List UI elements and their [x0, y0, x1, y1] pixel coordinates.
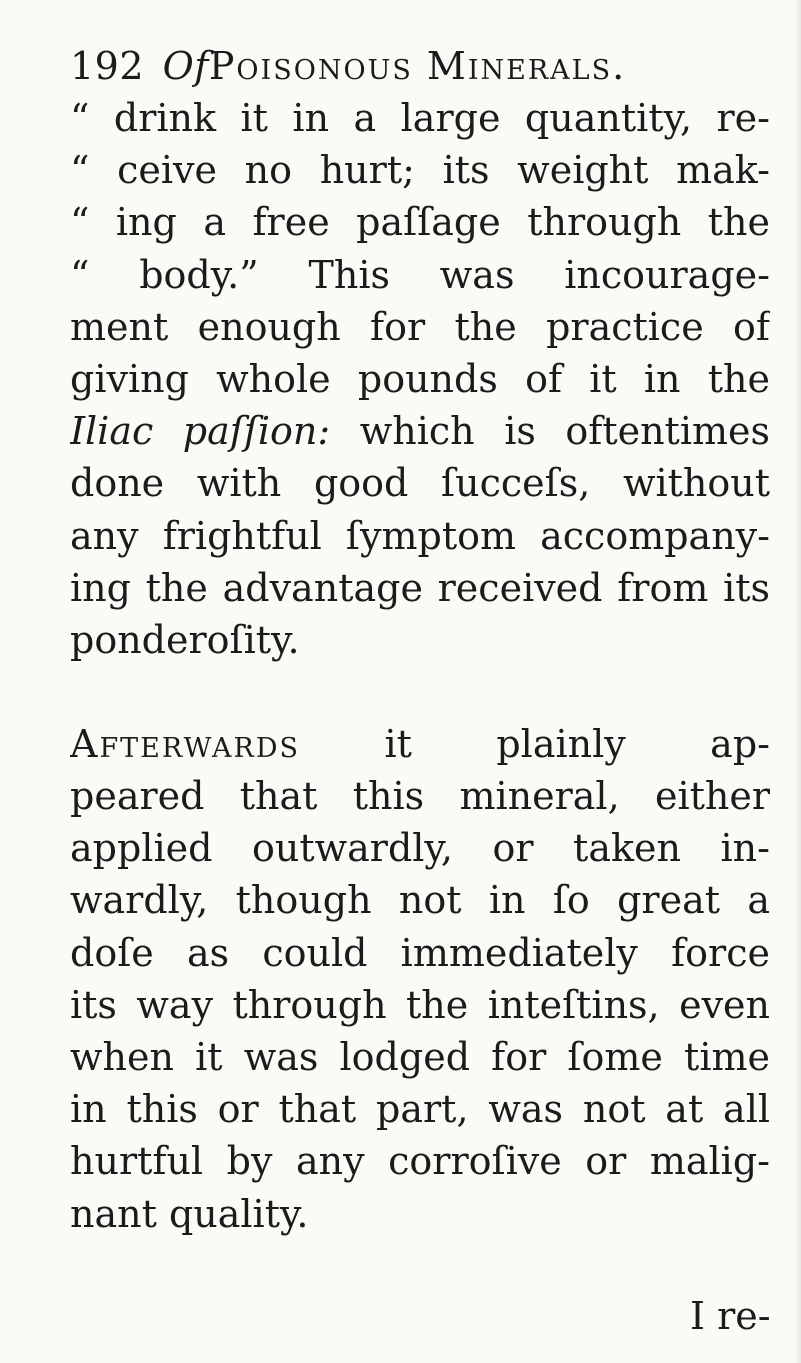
- text-line: applied outwardly, or taken in-: [70, 826, 770, 870]
- text-line: [70, 718, 770, 770]
- text-line: done with good ſucceſs, without: [70, 461, 770, 505]
- header-title: Poisonous Minerals.: [208, 44, 627, 88]
- running-header: [70, 40, 626, 92]
- text-line: when it was lodged for ſome time: [70, 1035, 770, 1079]
- text-line: ponderoſity.: [70, 618, 300, 662]
- text-line: nant quality.: [70, 1192, 309, 1236]
- page-number: 192: [70, 44, 145, 88]
- text-line: in this or that part, was not at all: [70, 1087, 770, 1131]
- text-line: “ body.” This was incourage-: [70, 253, 770, 297]
- page-edge-shadow: [795, 0, 801, 1363]
- text-line: giving whole pounds of it in the: [70, 357, 770, 401]
- catchword: I re-: [690, 1294, 771, 1338]
- header-of: Of: [162, 44, 209, 88]
- iliac-passion-italic: Iliac paſſion:: [70, 409, 331, 453]
- text-line: ing the advantage received from its: [70, 566, 770, 610]
- text-line: doſe as could immediately force: [70, 931, 770, 975]
- text-line: its way through the inteſtins, even: [70, 983, 770, 1027]
- lead-word: Afterwards: [70, 722, 301, 766]
- text-line: peared that this mineral, either: [70, 774, 770, 818]
- text-line: Iliac paſſion: which is oftentimes: [70, 409, 770, 453]
- text-line: “ ceive no hurt; its weight mak-: [70, 148, 770, 192]
- lead-line-rest: it plainly ap-: [384, 722, 770, 766]
- text-line: ment enough for the practice of: [70, 305, 770, 349]
- text-line: wardly, though not in ſo great a: [70, 878, 770, 922]
- text-line: any frightful ſymptom accompany-: [70, 514, 770, 558]
- text-line: “ ing a free paſſage through the: [70, 200, 770, 244]
- text-line: hurtful by any corroſive or malig-: [70, 1139, 770, 1183]
- text-line: “ drink it in a large quantity, re-: [70, 96, 770, 140]
